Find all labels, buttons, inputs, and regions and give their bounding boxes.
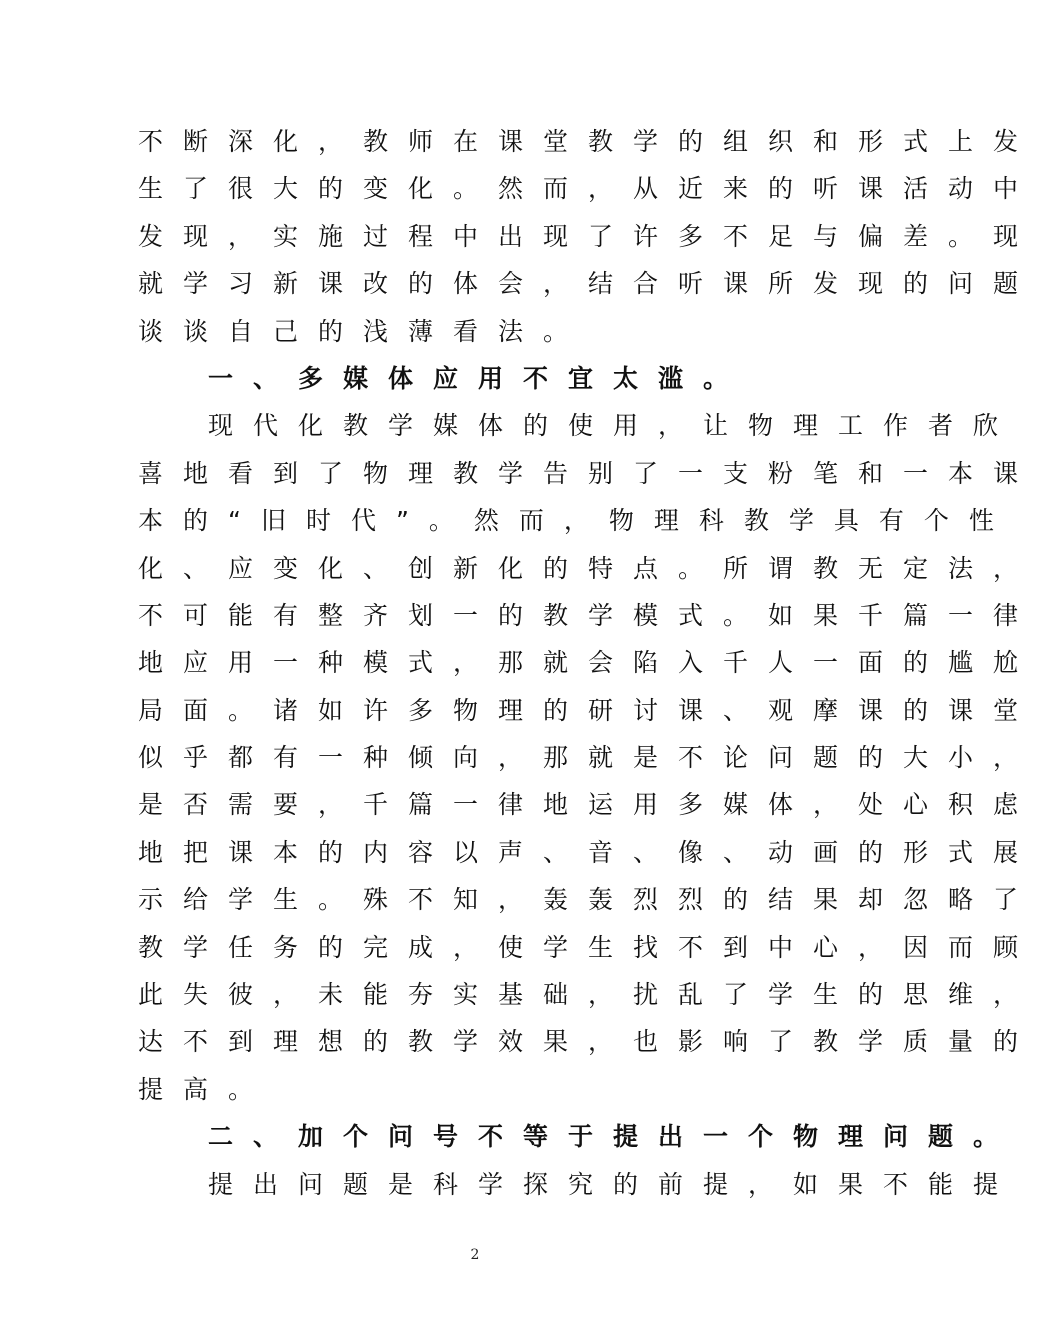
text-line: 不可能有整齐划一的教学模式。如果千篇一律 (138, 600, 1038, 630)
text-line: 提高。 (138, 1074, 274, 1104)
text-line: 是否需要，千篇一律地运用多媒体，处心积虑 (138, 790, 1038, 820)
text-line: 示给学生。殊不知，轰轰烈烈的结果却忽略了 (138, 885, 1038, 915)
text-line: 提出问题是科学探究的前提，如果不能提 (208, 1169, 1019, 1199)
text-line: 教学任务的完成，使学生找不到中心，因而顾 (138, 932, 1038, 962)
page-number: 2 (470, 1247, 480, 1263)
text-line: 局面。诸如许多物理的研讨课、观摩课的课堂 (138, 695, 1038, 725)
text-line: 达不到理想的教学效果，也影响了教学质量的 (138, 1027, 1038, 1057)
text-line: 发现，实施过程中出现了许多不足与偏差。现 (138, 221, 1038, 251)
text-line: 地应用一种模式，那就会陷入千人一面的尴尬 (138, 648, 1038, 678)
document-body (138, 118, 1038, 1208)
text-line: 似乎都有一种倾向，那就是不论问题的大小， (138, 743, 1038, 773)
text-line: 就学习新课改的体会，结合听课所发现的问题 (138, 269, 1038, 299)
text-line: 谈谈自己的浅薄看法。 (138, 316, 589, 346)
text-line: 此失彼，未能夯实基础，扰乱了学生的思维， (138, 980, 1038, 1010)
text-line: 地把课本的内容以声、音、像、动画的形式展 (138, 837, 1038, 867)
section-heading-2: 二、加个问号不等于提出一个物理问题。 (208, 1122, 1019, 1152)
text-line: 化、应变化、创新化的特点。所谓教无定法， (138, 553, 1038, 583)
text-line: 现代化教学媒体的使用，让物理工作者欣 (208, 411, 1019, 441)
section-heading-1: 一、多媒体应用不宜太滥。 (208, 363, 749, 393)
text-line: 喜地看到了物理教学告别了一支粉笔和一本课 (138, 458, 1038, 488)
text-line: 生了很大的变化。然而，从近来的听课活动中 (138, 174, 1038, 204)
text-line: 不断深化，教师在课堂教学的组织和形式上发 (138, 127, 1038, 156)
text-line: 本的“旧时代”。然而，物理科教学具有个性 (138, 506, 1014, 536)
